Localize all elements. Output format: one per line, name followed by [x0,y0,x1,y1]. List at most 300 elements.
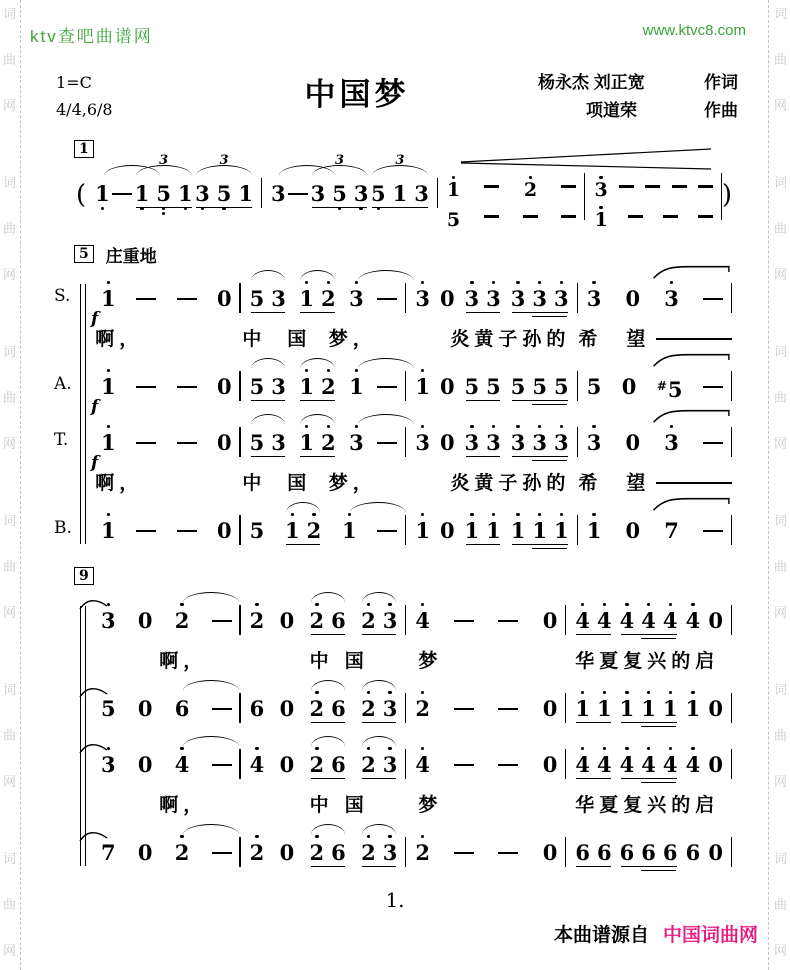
tie-arc [358,270,414,282]
duration-dash [698,173,713,200]
line-start-tie-arc [79,597,109,611]
octave-dot [691,603,694,606]
tie-arc [183,736,239,748]
beam-line [512,544,568,546]
note [447,173,460,200]
note [135,173,150,215]
rest-note [543,600,558,642]
octave-dot [255,747,258,750]
watermark-char: 曲 [773,391,787,406]
note [620,832,635,874]
tie-arc [183,824,239,836]
double-beam-line [641,726,676,728]
note-number: 2 [321,430,336,455]
beam-line [300,456,334,458]
note-number: 3 [594,179,608,201]
note [664,422,679,464]
watermark-char: 曲 [2,53,16,68]
octave-dot [592,513,595,516]
note [465,366,480,408]
composer: 项道荣 [586,101,637,120]
beam-line [311,634,345,636]
watermark-char: 词 [2,8,16,22]
lyric-syllable: 梦 [418,651,443,672]
voice-part-label: B. [54,518,72,538]
dash-bar [703,386,723,389]
note-number: 3 [101,752,116,777]
beam-line [300,400,334,402]
rest-note [708,832,723,874]
note-number: 6 [331,752,346,777]
note-group-inner [310,600,346,642]
note-group-inner [310,832,346,874]
dash-bar [498,708,518,711]
note-number: 4 [685,608,701,633]
note-number: 4 [662,752,678,777]
measure [262,153,438,230]
dash-bar [177,530,197,533]
note-group-inner [465,278,501,320]
dash-bar [177,442,197,445]
note [393,173,408,215]
beam-line [251,400,285,402]
watermark-char: 曲 [773,560,787,575]
duration-dash [136,278,156,320]
line-start-tie-arc [79,741,109,755]
note [415,422,430,464]
dash-bar [377,530,397,533]
duration-dash [177,278,197,320]
duration-dash [498,744,518,786]
note-group-inner [575,832,611,874]
measure [406,366,577,408]
rehearsal-box: 1 [74,140,94,158]
octave-dot [538,425,541,428]
dash-bar [523,215,538,218]
rest-note [543,744,558,786]
beam-line [466,312,500,314]
duration-dash [177,422,197,464]
line-end-tie-arc [652,352,731,368]
note-group-inner [299,366,335,408]
note-number: 3 [554,430,569,455]
note-group [299,278,335,320]
beam-line [576,634,610,636]
dash-bar [454,852,474,855]
beam-line [372,207,428,209]
note-group-inner [299,278,335,320]
measure [578,366,732,408]
note [554,510,569,552]
measure [241,278,407,320]
rest-note [280,832,295,874]
dash-bar [136,530,156,533]
note-number: 1 [349,374,364,399]
measure [566,832,732,874]
note [620,744,635,786]
dash-bar [663,215,678,218]
note [250,600,265,642]
note-group-inner [361,832,397,874]
dash-bar [454,708,474,711]
lyric-syllable: 啊， [159,795,208,816]
note-number: 1 [284,518,300,543]
duration-dash [703,510,723,552]
octave-dot [592,425,595,428]
crescendo-hairpin [457,147,713,171]
note-number: 3 [195,181,210,206]
note-number: 4 [596,752,612,777]
note-number: 0 [279,840,295,865]
tie-arc [350,502,406,514]
dash-bar [561,185,576,188]
note-group-inner [250,366,286,408]
note-number: 5 [486,374,501,399]
note-number: 3 [586,286,602,311]
lyric-syllable: 啊， [159,651,208,672]
measure [92,366,241,408]
note-number: 1 [685,696,701,721]
rest-note [440,510,455,552]
note-number: 1 [575,696,590,721]
rest-note [625,278,640,320]
note [587,366,602,408]
note-number: 6 [331,696,346,721]
octave-dot [421,603,424,606]
double-beam-line [641,870,676,872]
source-site-link[interactable]: 中国词曲网 [662,925,758,946]
page-number: 1. [385,888,405,912]
dash-bar [377,386,397,389]
note-group [250,278,286,320]
note-number: 1 [586,518,602,543]
note [331,600,346,642]
octave-dot [538,513,541,516]
note [383,832,398,874]
note-number: 2 [309,608,325,633]
note-number: 3 [464,286,480,311]
rehearsal-box: 5 [74,245,94,263]
note [575,744,590,786]
note [101,278,116,320]
duration-dash [377,278,397,320]
duration-dash [454,600,474,642]
right-dashed-border [768,0,769,970]
octave-dot [470,513,473,516]
line-end-tie-arc [652,496,731,512]
note [299,278,314,320]
slur-arc [362,680,396,692]
note-number: 1 [299,374,315,399]
dash-bar [112,193,132,196]
rest-note [625,510,640,552]
beam-line [362,778,396,780]
note-group-inner [511,510,569,552]
octave-dot [669,603,672,606]
duration-dash [377,422,397,464]
octave-dot [516,281,519,284]
lyrics-row [92,466,732,496]
duration-dash [177,366,197,408]
note-group-inner [465,366,501,408]
note-number: 2 [361,696,376,721]
site-url-link[interactable]: www.ktvc8.com [642,22,746,39]
note-number: 1 [554,518,569,543]
note-group [465,366,501,408]
lyric-syllable: 啊， [95,473,144,494]
note [271,422,286,464]
dash-bar [377,442,397,445]
duration-dash [703,422,723,464]
octave-dot [255,603,258,606]
slur-arc [251,270,285,282]
duration-dash [136,366,156,408]
dash-bar [212,708,232,711]
slur-arc [251,358,285,370]
duration-dash [136,422,156,464]
octave-dot [691,691,694,694]
note-number: 0 [542,608,558,633]
note [175,832,190,874]
note [554,422,569,464]
note [415,744,430,786]
music-system [52,139,742,230]
note-number: 5 [370,181,386,206]
measure [406,510,577,552]
triplet-number: 3 [159,153,169,168]
system-header [74,244,742,264]
rest-note [217,510,232,552]
note [486,278,501,320]
note [663,832,678,874]
measure [406,422,577,464]
lyric-syllable: 梦， [328,329,377,350]
dash-bar [498,764,518,767]
note-group-inner [620,600,678,642]
rest-note [440,278,455,320]
octave-dot [107,369,110,372]
double-beam-line [532,316,567,318]
note-number: #5 [656,377,683,402]
measure [438,173,586,230]
note-number: 5 [249,374,265,399]
rest-note [708,744,723,786]
note-number: 1 [341,518,357,543]
note [415,600,430,642]
note [532,278,547,320]
note-number: 6 [641,840,656,865]
note [554,278,569,320]
octave-dot [625,603,628,606]
octave-dot [670,281,673,284]
rest-note [280,600,295,642]
note-number: 1 [101,286,116,311]
note-number: 2 [361,608,376,633]
note-number: 0 [542,696,558,721]
watermark-char: 词 [773,176,787,191]
stacked-voice-row [447,203,577,230]
lyricists: 杨永杰 刘正宽 [538,73,645,92]
note-number: 0 [216,286,232,311]
beam-line [311,866,345,868]
dynamic-marking: f [91,453,99,473]
note [238,173,253,215]
note [465,278,480,320]
dash-bar [484,215,499,218]
duration-dash [498,832,518,874]
note [641,600,656,642]
octave-dot [603,747,606,750]
note-number: 4 [619,752,635,777]
note-group [250,422,286,464]
system-body [54,278,732,552]
measure [241,600,407,642]
watermark-char: 曲 [2,222,16,237]
octave-dots-below [101,205,104,215]
key-signature: 1=C [56,73,92,92]
note [383,744,398,786]
note-number: 4 [575,608,590,633]
note-number: 1 [464,518,480,543]
duration-dash [703,366,723,408]
note-number: 6 [575,840,590,865]
duration-dash [112,173,132,215]
note-group-inner [575,744,611,786]
source-credit [0,920,790,947]
note [250,366,265,408]
note-group-inner [511,366,569,408]
note-group-inner [135,173,193,215]
slur-arc [311,824,345,836]
note [486,510,501,552]
note [532,366,547,408]
duration-dash [377,366,397,408]
slur-arc [300,270,334,282]
dash-bar [454,764,474,767]
system-header [74,566,742,586]
note [271,278,286,320]
rest-note [543,688,558,730]
note [175,600,190,642]
note-number: 0 [216,430,232,455]
note-group [511,422,569,464]
octave-dot [560,513,563,516]
triplet-number: 3 [219,153,229,168]
note [299,366,314,408]
note-number: 2 [309,840,325,865]
dash-bar [454,620,474,623]
watermark-char: 网 [2,99,16,114]
octave-dot [581,747,584,750]
note-number: 4 [619,608,635,633]
watermark-char: 词 [773,514,787,529]
duration-dash [212,600,232,642]
measure [241,744,407,786]
triplet-number: 3 [395,153,405,168]
duration-dash [212,688,232,730]
note-number: 5 [554,374,569,399]
note [250,744,265,786]
double-beam-line [532,548,567,550]
note-number: 5 [332,181,347,206]
stacked-voice-row [594,203,712,230]
note-number: 3 [270,181,286,206]
duration-dash [212,832,232,874]
double-beam-line [641,638,676,640]
note-number: 2 [523,179,538,201]
note-group [299,366,335,408]
watermark-char: 词 [2,345,16,360]
note [587,422,602,464]
dash-bar [136,298,156,301]
lyric-syllable: 中 [309,651,334,672]
note-number: 2 [306,518,322,543]
lyricist-role: 作词 [704,73,738,92]
note-group [299,422,335,464]
measure [406,600,566,642]
note-group [511,366,569,408]
voice-part-label: A. [54,374,72,394]
lyric-syllable: 望 [626,324,732,351]
note-number: 1 [619,696,635,721]
note-number: 1 [415,374,430,399]
note-group-inner [250,422,286,464]
note-number: 1 [101,430,116,455]
watermark-char: 网 [2,944,16,959]
watermark-char: 曲 [773,729,787,744]
note-group [575,688,611,730]
note-group [310,153,369,215]
site-header [0,0,790,47]
music-line [92,744,732,786]
measure [92,744,241,786]
line-start-tie-arc [79,829,109,843]
note [321,278,336,320]
octave-dot [625,747,628,750]
note [383,600,398,642]
note-group [361,600,397,642]
note-group [511,278,569,320]
measure [566,744,732,786]
note-number: 6 [662,840,678,865]
note-group [310,688,346,730]
note-number: 5 [510,374,526,399]
note-number: 3 [486,286,501,311]
note-number: 0 [439,374,455,399]
duration-dash [523,203,538,230]
note [620,600,635,642]
duration-dash [628,203,643,230]
note-number: 4 [415,608,430,633]
music-system [52,244,742,552]
note-number: 2 [361,840,376,865]
slur-arc [311,680,345,692]
measure [566,688,732,730]
tie-arc [358,358,414,370]
double-beam-line [532,460,567,462]
note [641,832,656,874]
note-group [370,153,429,215]
watermark-char: 网 [2,775,16,790]
composer-role: 作曲 [704,101,738,120]
lyric-syllable: 希 [578,473,603,494]
watermark-char: 词 [773,8,787,22]
note [575,688,590,730]
dash-bar [561,215,576,218]
note-group [310,600,346,642]
site-name-link[interactable]: ktv查吧曲谱网 [30,27,153,46]
duration-dash [454,744,474,786]
